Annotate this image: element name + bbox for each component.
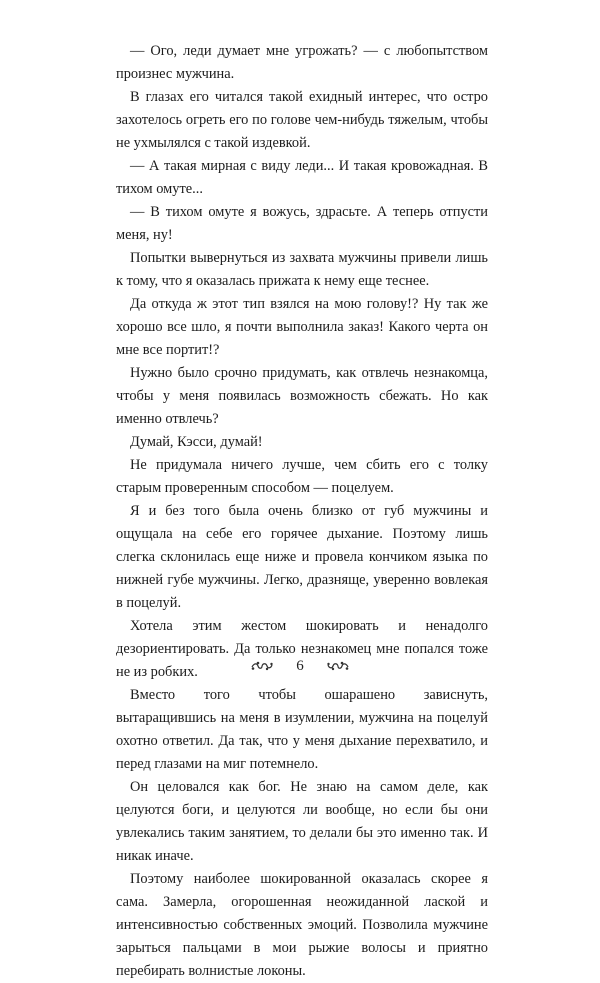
- paragraph-3: — А такая мирная с виду леди... И такая кровожадная. В тихом омуте...: [116, 158, 488, 197]
- paragraph-6: Да откуда ж этот тип взялся на мою голову!? Ну так же хорошо все шло, я почти выполнила заказ! Какого черта он мне все портит!?: [116, 296, 488, 358]
- paragraph-12: Вместо того чтобы ошарашено зависнуть, вытаращившись на меня в изумлении, мужчина на поцелуй охотно ответил. Да так, что у меня дыхание перехватило, и перед глазами на миг потемнело.: [116, 687, 488, 772]
- paragraph-8: Думай, Кэсси, думай!: [130, 434, 263, 450]
- paragraph-7: Нужно было срочно придумать, как отвлечь незнакомца, чтобы у меня появилась возможность сбежать. Но как именно отвлечь?: [116, 365, 488, 427]
- paragraph-9: Не придумала ничего лучше, чем сбить его с толку старым проверенным способом — поцелуем.: [116, 457, 488, 496]
- paragraph-1: — Ого, леди думает мне угрожать? — с любопытством произнес мужчина.: [116, 43, 488, 82]
- paragraph-5: Попытки вывернуться из захвата мужчины привели лишь к тому, что я оказалась прижата к нему еще теснее.: [116, 250, 488, 289]
- paragraph-13: Он целовался как бог. Не знаю на самом деле, как целуются боги, и целуются ли вообще, но если бы они увлекались таким занятием, то делали бы это именно так. И никак иначе.: [116, 779, 488, 864]
- paragraph-4: — В тихом омуте я вожусь, здрасьте. А теперь отпусти меня, ну!: [116, 204, 488, 243]
- paragraph-11: Хотела этим жестом шокировать и ненадолго дезориентировать. Да только незнакомец мне попался тоже не из робких.: [116, 618, 488, 680]
- paragraph-2: В глазах его читался такой ехидный интерес, что остро захотелось огреть его по голове чем-нибудь тяжелым, чтобы не ухмылялся с такой издевкой.: [116, 89, 488, 151]
- page-number: 6: [296, 658, 304, 674]
- page-body-text: [116, 40, 488, 983]
- floral-ornament-icon: [250, 660, 274, 672]
- paragraph-14: Поэтому наиболее шокированной оказалась скорее я сама. Замерла, огорошенная неожиданной лаской и интенсивностью собственных эмоций. Позволила мужчине зарыться пальцами в мои рыжие волосы и приятно перебирать волнистые локоны.: [116, 871, 488, 979]
- page-footer: [0, 654, 600, 678]
- paragraph-10: Я и без того была очень близко от губ мужчины и ощущала на себе его горячее дыхание. Поэтому лишь слегка склонилась еще ниже и провела кончиком языка по нижней губе мужчины. Легко, дразняще, уверенно вовлекая в поцелуй.: [116, 503, 488, 611]
- floral-ornament-icon: [326, 660, 350, 672]
